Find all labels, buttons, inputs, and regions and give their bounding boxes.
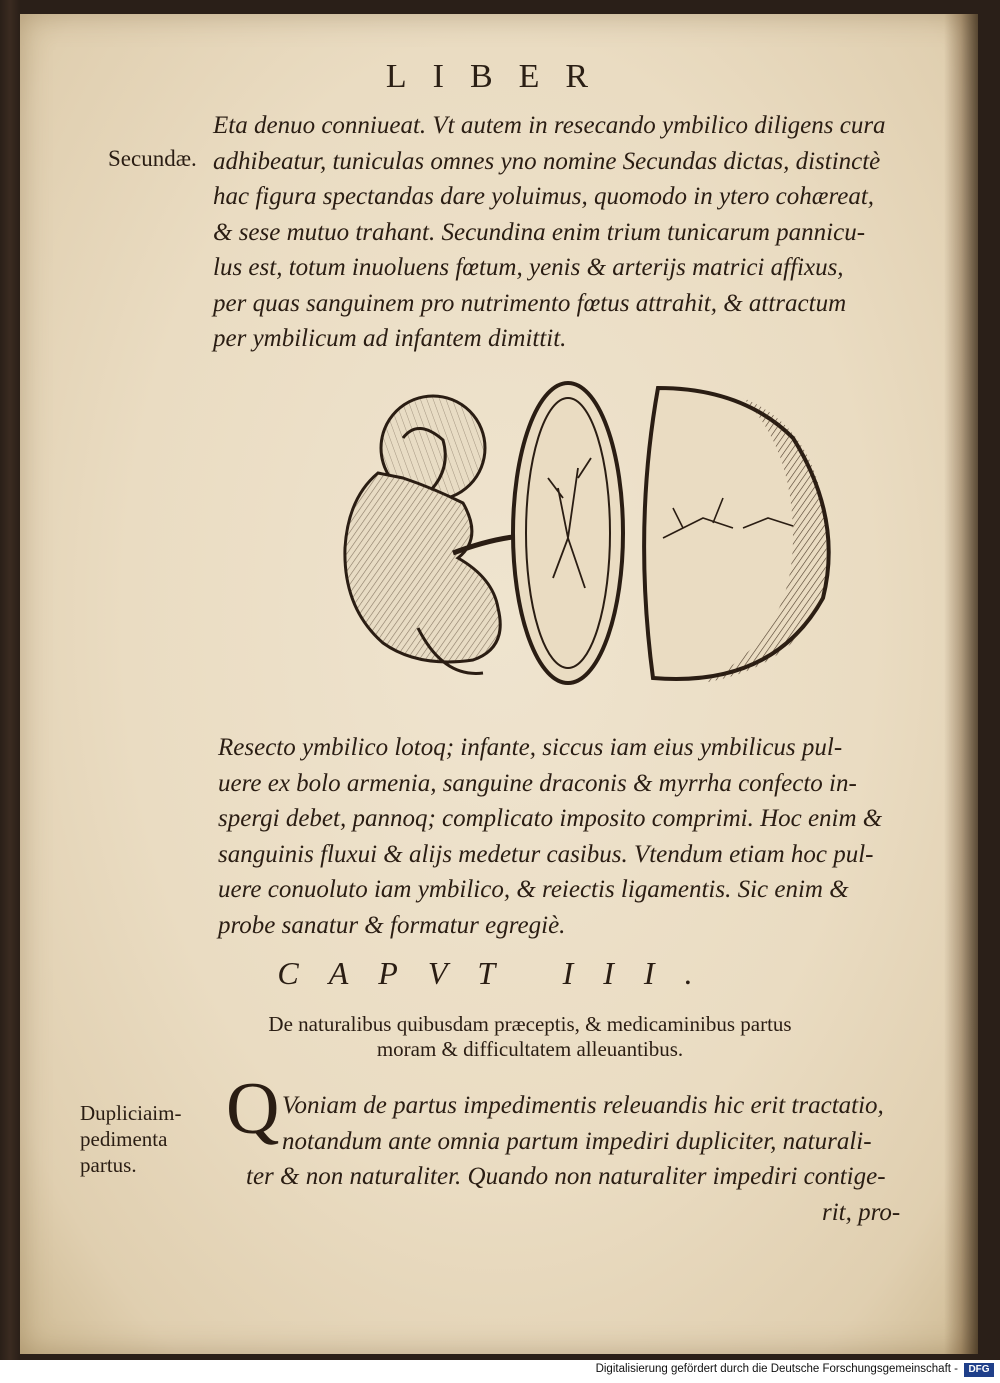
text-line: uere ex bolo armenia, sanguine draconis & myrrha confecto in- [218,769,857,797]
margin-note-dupliciaim [80,1100,181,1178]
text-line: per ymbilicum ad infantem dimittit. [213,325,567,352]
text-line: hac figura spectandas dare yoluimus, quomodo in ytero cohæreat, [213,183,875,210]
margin-note-line: pedimenta [80,1127,168,1151]
footer-bar [0,1360,1000,1383]
page-gutter-shadow [944,14,978,1354]
text-line: Eta denuo conniueat. Vt autem in resecando ymbilico diligens cura [213,112,886,139]
paragraph-1 [213,108,886,357]
fetus-placenta-icon [323,378,923,708]
subtitle-line: De naturalibus quibusdam præceptis, & medicaminibus partus [268,1012,792,1036]
text-line: lus est, totum inuoluens fœtum, yenis & arterijs matrici affixus, [213,254,844,281]
text-line: notandum ante omnia partum impediri dupliciter, naturali- [282,1127,872,1155]
paragraph-3 [246,1088,901,1230]
text-line: spergi debet, pannoq; complicato imposito comprimi. Hoc enim & [218,805,883,832]
text-line: sanguinis fluxui & alijs medetur casibus. Vtendum etiam hoc pul- [218,840,874,868]
subtitle-line: moram & difficultatem alleuantibus. [376,1037,684,1061]
text-line: & sese mutuo trahant. Secundina enim trium tunicarum pannicu- [213,218,866,246]
margin-note-line: partus. [80,1153,137,1177]
placenta-left-half [513,383,623,683]
text-line: Resecto ymbilico lotoq; infante, siccus iam eius ymbilicus pul- [218,734,843,761]
placenta-right-half [644,388,829,683]
margin-note-secundae: Secundæ. [108,146,197,171]
chapter-subtitle [180,1012,880,1062]
paragraph-2 [218,730,882,943]
text-line: per quas sanguinem pro nutrimento fœtus attrahit, & attractum [213,289,847,317]
running-head: LIBER [385,58,615,95]
text-line: rit, pro- [822,1198,901,1226]
drop-cap: Q [226,1068,280,1150]
text-line: Voniam de partus impedimentis releuandis hic erit tractatio, [282,1092,884,1119]
footer-credit: Digitalisierung gefördert durch die Deutsche Forschungsgemeinschaft - [595,1363,958,1375]
text-line: probe sanatur & formatur egregiè. [218,911,566,939]
dfg-logo: DFG [964,1363,994,1377]
text-line: uere conuoluto iam ymbilico, & reiectis ligamentis. Sic enim & [218,876,849,903]
fetus-figure [345,396,500,673]
text-line: adhibeatur, tuniculas omnes yno nomine Secundas dictas, distinctè [213,147,881,175]
margin-note-line: Dupliciaim- [80,1101,182,1125]
chapter-heading: CAPVT III. [277,955,723,991]
woodcut-illustration [323,378,923,708]
text-line: ter & non naturaliter. Quando non naturaliter impediri contige- [246,1163,886,1190]
